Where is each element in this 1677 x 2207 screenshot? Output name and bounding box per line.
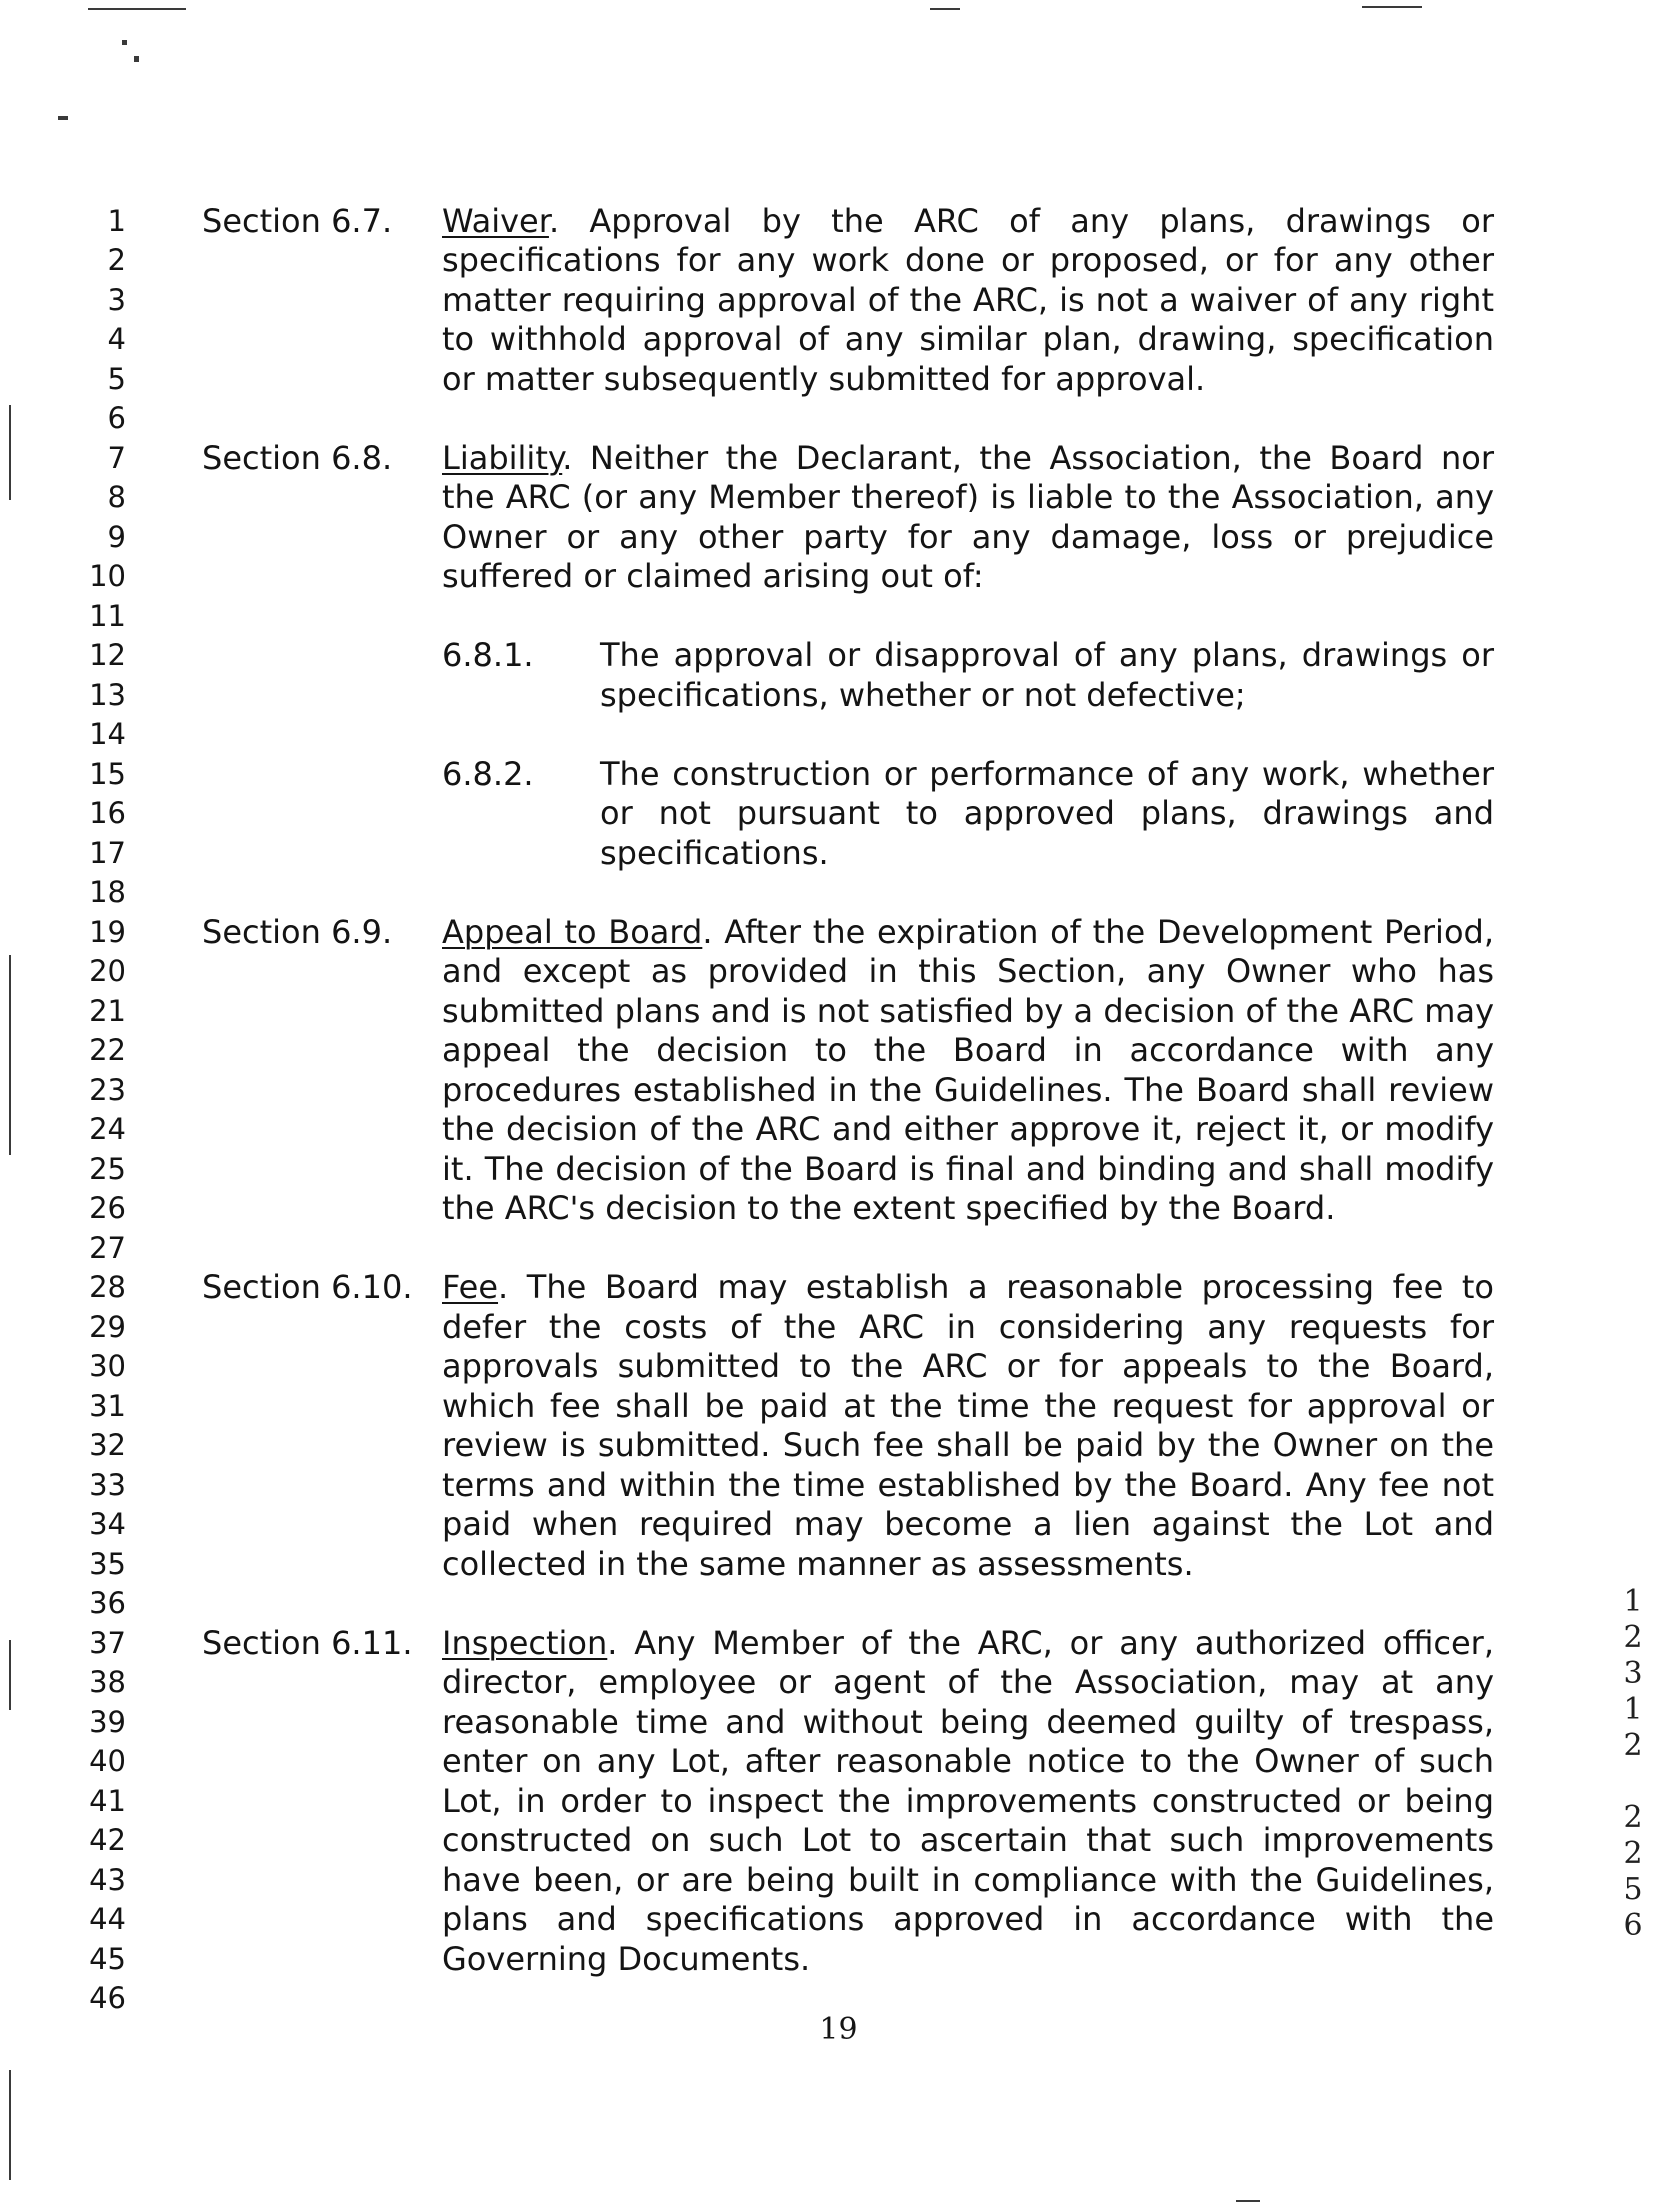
scan-mark-edge-1 [9,405,11,500]
section-text-line: the decision of the ARC and either approve it, reject it, or modify [442,1110,1494,1148]
section-text-line: to withhold approval of any similar plan, drawing, specification [442,320,1494,358]
recording-digit: 2 [1623,1728,1643,1763]
scan-mark-edge-4 [9,2070,11,2180]
line-number: 34 [89,1507,126,1541]
section-text-line: and except as provided in this Section, any Owner who has [442,952,1494,990]
line-number: 45 [89,1942,126,1976]
line-number: 30 [89,1349,126,1383]
section-text-line: Lot, in order to inspect the improvements constructed or being [442,1782,1494,1820]
scan-mark-edge-2 [9,955,11,1155]
subsection-text-line: specifications, whether or not defective; [600,676,1246,714]
section-first-line [442,1624,1494,1663]
section-heading: Appeal to Board [442,913,703,951]
line-number: 27 [89,1231,126,1265]
recording-digit: 1 [1623,1692,1643,1727]
section-heading: Liability [442,439,563,477]
recording-digit: 6 [1623,1908,1643,1943]
line-number: 42 [89,1823,126,1857]
scan-mark-top-right [1362,6,1422,8]
line-number: 5 [107,362,126,396]
section-text-line: appeal the decision to the Board in accordance with any [442,1031,1494,1069]
section-first-line [442,1268,1494,1307]
section-text-line: or matter subsequently submitted for approval. [442,360,1206,398]
scan-mark-edge-3 [9,1640,11,1710]
line-number: 7 [107,441,126,475]
line-number: 4 [107,322,126,356]
line-number: 8 [107,480,126,514]
section-text-line: matter requiring approval of the ARC, is not a waiver of any right [442,281,1494,319]
section-label: Section 6.10. [202,1268,413,1306]
section-text-line: specifications for any work done or proposed, or for any other [442,241,1494,279]
recording-digit: 3 [1623,1656,1643,1691]
section-first-line-text: . Any Member of the ARC, or any authorized officer, [607,1624,1494,1662]
section-first-line [442,202,1494,241]
scan-mark-speck-2 [134,56,139,62]
section-text-line: have been, or are being built in compliance with the Guidelines, [442,1861,1494,1899]
subsection-text-line: specifications. [600,834,829,872]
subsection-text-line: The construction or performance of any work, whether [600,755,1494,793]
line-number: 29 [89,1310,126,1344]
line-number: 3 [107,283,126,317]
line-number: 16 [89,796,126,830]
recording-digit: 1 [1623,1584,1643,1619]
line-number: 15 [89,757,126,791]
section-first-line-text: . Approval by the ARC of any plans, drawings or [548,202,1494,240]
line-number: 14 [89,717,126,751]
section-heading: Fee [442,1268,499,1306]
scan-mark-bottom-right [1236,2200,1260,2202]
page-number: 19 [819,2012,858,2047]
section-text-line: Owner or any other party for any damage, loss or prejudice [442,518,1494,556]
section-heading: Inspection [442,1624,608,1662]
line-number: 24 [89,1112,126,1146]
line-number: 40 [89,1744,126,1778]
line-number: 28 [89,1270,126,1304]
line-number: 6 [107,401,126,435]
subsection-number: 6.8.2. [442,755,534,793]
line-number: 46 [89,1981,126,2015]
section-text-line: reasonable time and without being deemed guilty of trespass, [442,1703,1494,1741]
line-number: 25 [89,1152,126,1186]
section-text-line: constructed on such Lot to ascertain that such improvements [442,1821,1494,1859]
line-number: 10 [89,559,126,593]
section-text-line: it. The decision of the Board is final and binding and shall modify [442,1150,1494,1188]
section-label: Section 6.7. [202,202,393,240]
section-text-line: plans and specifications approved in accordance with the [442,1900,1494,1938]
line-number: 21 [89,994,126,1028]
section-text-line: director, employee or agent of the Association, may at any [442,1663,1494,1701]
section-text-line: the ARC's decision to the extent specified by the Board. [442,1189,1336,1227]
section-text-line: enter on any Lot, after reasonable notice to the Owner of such [442,1742,1494,1780]
subsection-text-line: The approval or disapproval of any plans, drawings or [600,636,1494,674]
line-number: 17 [89,836,126,870]
line-number: 38 [89,1665,126,1699]
section-text-line: Governing Documents. [442,1940,811,1978]
section-first-line-text: . Neither the Declarant, the Association, the Board nor [562,439,1494,477]
section-label: Section 6.9. [202,913,393,951]
section-label: Section 6.11. [202,1624,413,1662]
section-first-line [442,913,1494,952]
line-number: 32 [89,1428,126,1462]
line-number: 44 [89,1902,126,1936]
line-number: 12 [89,638,126,672]
section-first-line-text: . After the expiration of the Development Period, [702,913,1495,951]
line-number: 2 [107,243,126,277]
line-number: 33 [89,1468,126,1502]
line-number: 31 [89,1389,126,1423]
section-text-line: submitted plans and is not satisfied by a decision of the ARC may [442,992,1494,1030]
section-text-line: defer the costs of the ARC in considering any requests for [442,1308,1494,1346]
section-text-line: approvals submitted to the ARC or for appeals to the Board, [442,1347,1494,1385]
line-number: 26 [89,1191,126,1225]
line-number: 39 [89,1705,126,1739]
section-text-line: suffered or claimed arising out of: [442,557,984,595]
line-number: 37 [89,1626,126,1660]
section-heading: Waiver [442,202,549,240]
line-number: 43 [89,1863,126,1897]
recording-gap [1615,1764,1651,1800]
section-first-line-text: . The Board may establish a reasonable processing fee to [498,1268,1494,1306]
line-number: 9 [107,520,126,554]
line-number: 19 [89,915,126,949]
scan-mark-top-left [88,8,186,10]
section-text-line: review is submitted. Such fee shall be paid by the Owner on the [442,1426,1494,1464]
scan-mark-top-center [930,8,960,10]
line-number: 22 [89,1033,126,1067]
section-text-line: collected in the same manner as assessments. [442,1545,1194,1583]
recording-digit: 2 [1623,1836,1643,1871]
line-number: 18 [89,875,126,909]
recording-digit: 5 [1623,1872,1643,1907]
section-label: Section 6.8. [202,439,393,477]
section-first-line [442,439,1494,478]
line-number: 36 [89,1586,126,1620]
line-number: 35 [89,1547,126,1581]
section-text-line: paid when required may become a lien against the Lot and [442,1505,1494,1543]
section-text-line: the ARC (or any Member thereof) is liable to the Association, any [442,478,1494,516]
line-number: 13 [89,678,126,712]
line-number: 41 [89,1784,126,1818]
line-number: 11 [89,599,126,633]
line-number: 23 [89,1073,126,1107]
line-number: 1 [107,204,126,238]
scan-mark-dash-left [58,116,68,120]
subsection-number: 6.8.1. [442,636,534,674]
scan-mark-speck-1 [122,40,127,45]
recording-number-stamp [1615,1584,1651,1944]
section-text-line: which fee shall be paid at the time the request for approval or [442,1387,1494,1425]
line-number: 20 [89,954,126,988]
subsection-text-line: or not pursuant to approved plans, drawings and [600,794,1494,832]
recording-digit: 2 [1623,1620,1643,1655]
section-text-line: procedures established in the Guidelines. The Board shall review [442,1071,1494,1109]
section-text-line: terms and within the time established by the Board. Any fee not [442,1466,1494,1504]
recording-digit: 2 [1623,1800,1643,1835]
